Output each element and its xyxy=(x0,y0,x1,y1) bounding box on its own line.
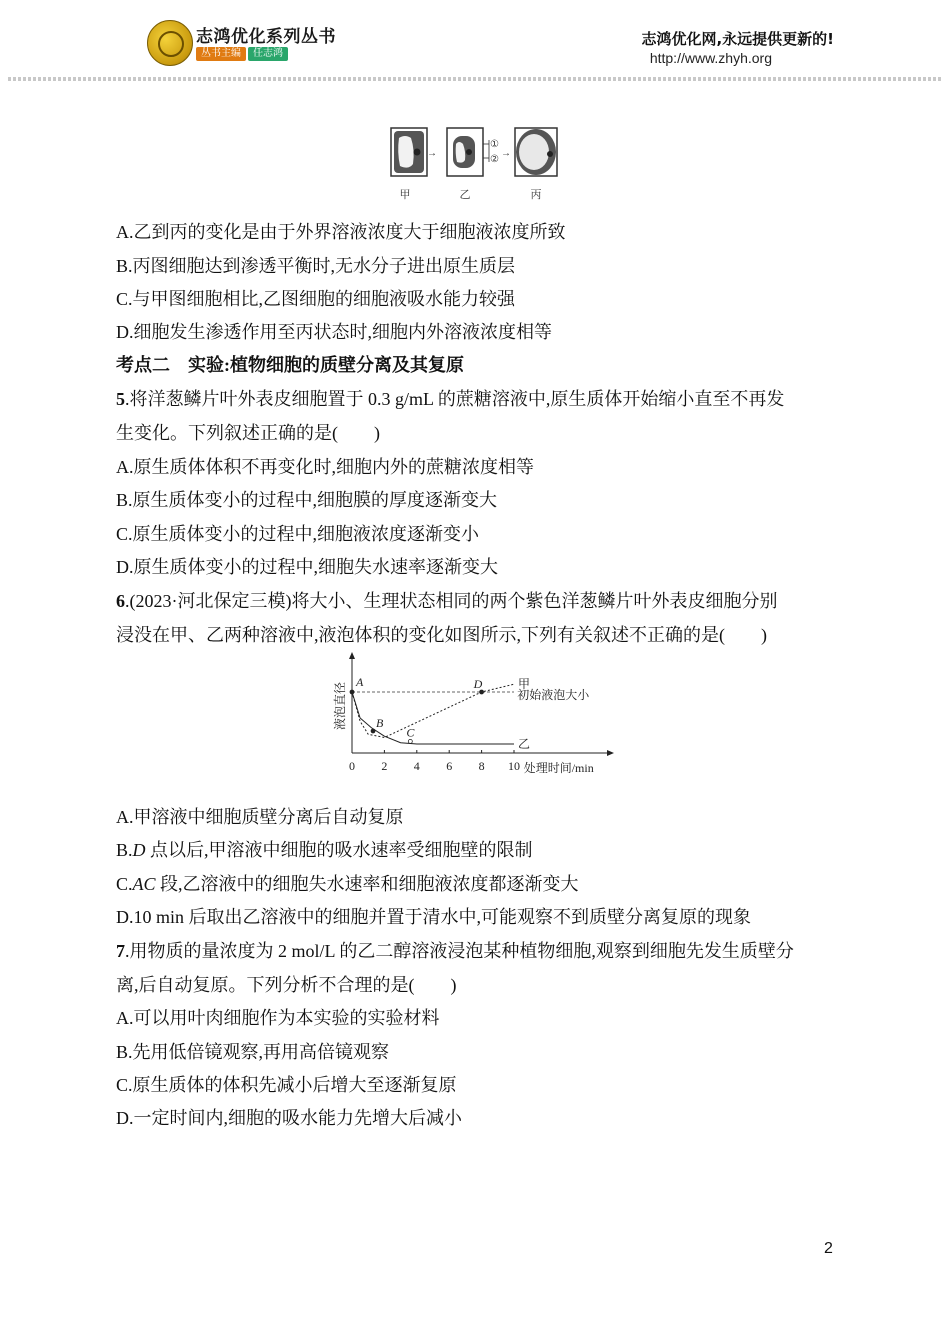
series-name-label: 甲 xyxy=(518,677,531,692)
label-jia: 甲 xyxy=(399,189,411,201)
y-axis-arrow xyxy=(349,652,355,659)
x-tick-label: 8 xyxy=(478,759,485,773)
label-bing: 丙 xyxy=(530,189,542,201)
marker-2: ② xyxy=(490,154,499,165)
q5-option-a: A.原生质体体积不再变化时,细胞内外的蔗糖浓度相等 xyxy=(116,457,534,477)
q7-stem-text: .用物质的量浓度为 2 mol/L 的乙二醇溶液浸泡某种植物细胞,观察到细胞先发生质壁分 xyxy=(125,941,794,961)
q6-option-c-prefix: C. xyxy=(116,874,133,894)
q6-stem-text: .(2023·河北保定三模)将大小、生理状态相同的两个紫色洋葱鳞片叶外表皮细胞分别 xyxy=(125,591,778,611)
page-number: 2 xyxy=(824,1240,833,1257)
q6-option-d: D.10 min 后取出乙溶液中的细胞并置于清水中,可能观察不到质壁分离复原的现象 xyxy=(116,907,751,927)
q4-option-b: B.丙图细胞达到渗透平衡时,无水分子进出原生质层 xyxy=(116,256,516,276)
q7-stem-line2: 离,后自动复原。下列分析不合理的是( ) xyxy=(116,975,457,995)
q5-option-c: C.原生质体变小的过程中,细胞液浓度逐渐变小 xyxy=(116,524,480,544)
chief-editor-badge: 丛书主编 xyxy=(196,47,246,61)
q4-option-d: D.细胞发生渗透作用至丙状态时,细胞内外溶液浓度相等 xyxy=(116,322,552,342)
cell-yi xyxy=(447,128,489,176)
q6-option-b-text: 点以后,甲溶液中细胞的吸水速率受细胞壁的限制 xyxy=(145,840,533,860)
q6-option-c-text: 段,乙溶液中的细胞失水速率和细胞液浓度都逐渐变大 xyxy=(155,874,579,894)
q7-stem-line1 xyxy=(116,940,794,962)
q4-option-c: C.与甲图细胞相比,乙图细胞的细胞液吸水能力较强 xyxy=(116,289,516,309)
series-name-label: 乙 xyxy=(518,737,531,751)
point-marker-c xyxy=(408,739,412,743)
point-marker-b xyxy=(371,729,375,733)
header-slogan: 志鸿优化网,永远提供更新的! xyxy=(641,30,834,48)
q7-option-a: A.可以用叶肉细胞作为本实验的实验材料 xyxy=(116,1008,440,1028)
q5-option-b: B.原生质体变小的过程中,细胞膜的厚度逐渐变大 xyxy=(116,490,498,510)
q6-option-b-prefix: B. xyxy=(116,840,133,860)
q6-stem-line2: 浸没在甲、乙两种溶液中,液泡体积的变化如图所示,下列有关叙述不正确的是( ) xyxy=(116,625,767,645)
series-title: 志鸿优化系列丛书 xyxy=(196,27,336,47)
q6-point-d: D xyxy=(132,840,146,860)
q7-option-b: B.先用低倍镜观察,再用高倍镜观察 xyxy=(116,1042,390,1062)
q6-option-b xyxy=(116,839,533,861)
publisher-logo-icon xyxy=(147,20,193,66)
section-heading: 考点二 实验:植物细胞的质壁分离及其复原 xyxy=(116,355,464,375)
initial-size-label: 初始液泡大小 xyxy=(517,688,590,702)
q6-number: 6 xyxy=(116,591,125,611)
chart-xlabel: 处理时间/min xyxy=(523,761,594,775)
header-url-link[interactable]: http://www.zhyh.org xyxy=(649,50,772,66)
point-label-a: A xyxy=(356,675,364,689)
q5-option-d: D.原生质体变小的过程中,细胞失水速率逐渐变大 xyxy=(116,557,498,577)
q5-stem-line2: 生变化。下列叙述正确的是( ) xyxy=(116,423,380,443)
vacuole-diameter-chart xyxy=(330,650,620,780)
cell-jia xyxy=(391,128,427,176)
point-marker-a xyxy=(350,690,354,694)
point-label-c: C xyxy=(406,725,415,740)
x-tick-label: 0 xyxy=(349,759,355,773)
cell-bing xyxy=(515,128,557,176)
plasmolysis-cells-figure xyxy=(387,124,567,204)
q6-stem-line1 xyxy=(116,590,777,612)
q4-option-a: A.乙到丙的变化是由于外界溶液浓度大于细胞液浓度所致 xyxy=(116,222,566,242)
x-tick-label: 2 xyxy=(381,759,388,773)
x-tick-label: 4 xyxy=(413,759,420,773)
x-tick-label: 6 xyxy=(446,759,453,773)
marker-1: ① xyxy=(490,139,499,150)
editor-name-badge: 任志鸿 xyxy=(248,47,288,61)
q7-option-c: C.原生质体的体积先减小后增大至逐渐复原 xyxy=(116,1075,457,1095)
point-label-d: D xyxy=(473,677,483,691)
q5-number: 5 xyxy=(116,389,125,409)
page-header xyxy=(0,0,950,84)
q5-stem-text: .将洋葱鳞片叶外表皮细胞置于 0.3 g/mL 的蔗糖溶液中,原生质体开始缩小直至不再发 xyxy=(125,389,785,409)
q7-option-d: D.一定时间内,细胞的吸水能力先增大后减小 xyxy=(116,1108,462,1128)
chart-ylabel: 液泡直径 xyxy=(333,681,347,731)
q6-option-a: A.甲溶液中细胞质壁分离后自动复原 xyxy=(116,807,404,827)
x-axis-arrow xyxy=(607,750,614,756)
label-yi: 乙 xyxy=(459,189,471,201)
svg-text:→: → xyxy=(427,148,437,159)
q7-number: 7 xyxy=(116,941,125,961)
q6-segment-ac: AC xyxy=(132,874,156,894)
svg-text:→: → xyxy=(501,148,511,159)
q5-stem-line1 xyxy=(116,388,784,410)
header-divider xyxy=(8,77,942,81)
q6-option-c xyxy=(116,873,579,895)
x-tick-label: 10 xyxy=(508,759,520,773)
point-label-b: B xyxy=(376,716,384,730)
